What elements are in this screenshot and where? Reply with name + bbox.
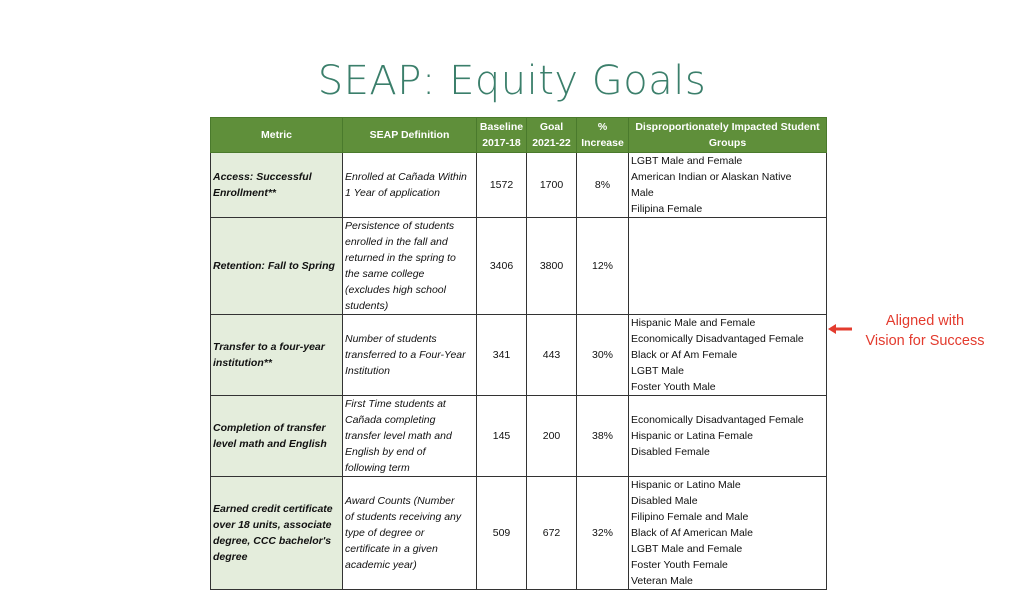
definition-line: Enrolled at Cañada Within [345, 171, 467, 183]
page-title: SEAP: Equity Goals [317, 58, 707, 104]
definition-line: English by end of [345, 446, 426, 458]
definition-line: Institution [345, 365, 390, 377]
equity-goals-table [210, 117, 827, 590]
header-metric: Metric [211, 118, 343, 153]
header-definition: SEAP Definition [343, 118, 477, 153]
definition-line: Number of students [345, 333, 437, 345]
metric-cell [211, 153, 343, 218]
definition-line: certificate in a given [345, 543, 438, 555]
definition-line: academic year) [345, 559, 417, 571]
metric-line: Access: Successful [213, 171, 312, 183]
table-header-row [211, 118, 827, 153]
baseline-cell: 1572 [477, 153, 527, 218]
group-item: Male [631, 187, 654, 199]
header-goal-line2: 2021-22 [532, 137, 571, 149]
baseline-cell: 3406 [477, 218, 527, 315]
group-item: Filipina Female [631, 203, 703, 215]
definition-line: First Time students at [345, 398, 446, 410]
baseline-cell: 341 [477, 315, 527, 396]
header-baseline-line1: Baseline [479, 121, 524, 133]
increase-cell: 32% [577, 477, 629, 590]
header-increase-line1: % [597, 121, 608, 133]
group-item: Hispanic or Latino Male [631, 479, 741, 491]
goal-cell: 1700 [527, 153, 577, 218]
group-item: Hispanic or Latina Female [631, 430, 753, 442]
group-item: Filipino Female and Male [631, 511, 749, 523]
definition-cell [343, 153, 477, 218]
callout-line1: Aligned with [885, 313, 965, 329]
group-item: Foster Youth Female [631, 559, 728, 571]
definition-cell [343, 315, 477, 396]
metric-line: degree [213, 551, 248, 563]
metric-line: over 18 units, associate [213, 519, 332, 531]
metric-cell [211, 315, 343, 396]
group-item: Disabled Female [631, 446, 710, 458]
goal-cell: 3800 [527, 218, 577, 315]
increase-cell: 38% [577, 396, 629, 477]
definition-line: type of degree or [345, 527, 425, 539]
baseline-cell: 145 [477, 396, 527, 477]
group-item: Disabled Male [631, 495, 698, 507]
vision-callout [855, 311, 995, 351]
group-item: LGBT Male and Female [631, 543, 743, 555]
groups-cell [629, 315, 827, 396]
definition-line: 1 Year of application [345, 187, 440, 199]
header-groups-line2: Groups [708, 137, 747, 149]
definition-line: transfer level math and [345, 430, 452, 442]
metric-line: Completion of transfer [213, 422, 326, 434]
group-item: Hispanic Male and Female [631, 317, 756, 329]
definition-line: students) [345, 300, 389, 312]
group-item: LGBT Male [631, 365, 684, 377]
definition-cell [343, 396, 477, 477]
metric-cell [211, 218, 343, 315]
increase-cell: 8% [577, 153, 629, 218]
table-row [211, 315, 827, 396]
metric-line: degree, CCC bachelor's [213, 535, 332, 547]
header-increase-line2: Increase [581, 137, 624, 149]
metric-line: Earned credit certificate [213, 503, 333, 515]
goal-cell: 443 [527, 315, 577, 396]
definition-line: of students receiving any [345, 511, 462, 523]
goal-cell: 200 [527, 396, 577, 477]
groups-cell [629, 477, 827, 590]
metric-line: institution** [213, 357, 272, 369]
definition-cell [343, 477, 477, 590]
definition-line: returned in the spring to [345, 252, 456, 264]
table-row [211, 218, 827, 315]
group-item: Foster Youth Male [631, 381, 716, 393]
metric-line: Transfer to a four-year [213, 341, 325, 353]
groups-cell [629, 396, 827, 477]
header-groups-line1: Disproportionately Impacted Student [635, 121, 820, 133]
definition-line: (excludes high school [345, 284, 446, 296]
definition-line: Persistence of students [345, 220, 455, 232]
definition-line: enrolled in the fall and [345, 236, 448, 248]
table-row [211, 477, 827, 590]
group-item: Black of Af American Male [631, 527, 753, 539]
metric-line: Retention: Fall to Spring [213, 260, 335, 272]
metric-line: Enrollment** [213, 187, 277, 199]
header-increase [577, 118, 629, 153]
definition-line: following term [345, 462, 410, 474]
table-row [211, 396, 827, 477]
metric-cell [211, 396, 343, 477]
group-item: Veteran Male [631, 575, 693, 587]
header-groups [629, 118, 827, 153]
metric-line: level math and English [213, 438, 327, 450]
increase-cell: 12% [577, 218, 629, 315]
group-item: Economically Disadvantaged Female [631, 414, 804, 426]
header-baseline-line2: 2017-18 [482, 137, 521, 149]
definition-line: Award Counts (Number [345, 495, 455, 507]
header-baseline [477, 118, 527, 153]
definition-line: Cañada completing [345, 414, 436, 426]
groups-cell [629, 153, 827, 218]
goal-cell: 672 [527, 477, 577, 590]
group-item: Economically Disadvantaged Female [631, 333, 804, 345]
group-item: Black or Af Am Female [631, 349, 738, 361]
arrow-left-icon [828, 324, 852, 334]
group-item: American Indian or Alaskan Native [631, 171, 792, 183]
definition-line: transferred to a Four-Year [345, 349, 466, 361]
definition-cell [343, 218, 477, 315]
groups-cell [629, 218, 827, 315]
definition-line: the same college [345, 268, 425, 280]
baseline-cell: 509 [477, 477, 527, 590]
metric-cell [211, 477, 343, 590]
header-goal-line1: Goal [539, 121, 564, 133]
group-item: LGBT Male and Female [631, 155, 743, 167]
callout-line2: Vision for Success [865, 333, 985, 349]
table-row [211, 153, 827, 218]
increase-cell: 30% [577, 315, 629, 396]
header-goal [527, 118, 577, 153]
